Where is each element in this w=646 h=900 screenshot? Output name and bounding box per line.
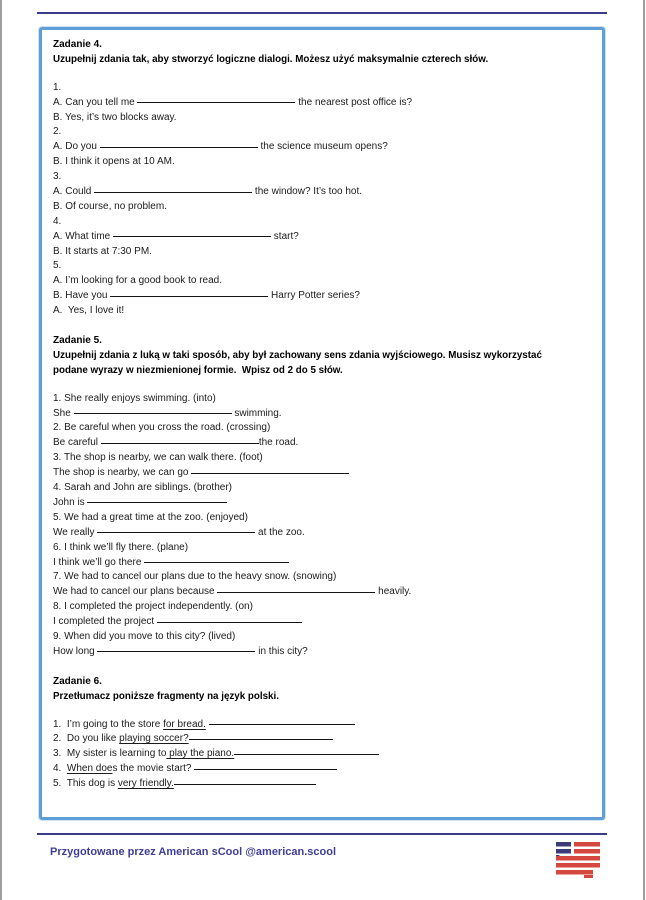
worksheet-line	[53, 777, 594, 792]
worksheet-line	[53, 511, 594, 526]
line-text: s the movie start?	[112, 763, 195, 775]
answer-blank	[87, 501, 227, 503]
line-text: 7. We had to cancel our plans due to the heavy snow. (snowing)	[53, 571, 337, 583]
answer-blank	[191, 472, 349, 474]
line-text: Harry Potter series?	[268, 290, 360, 302]
line-text: 3. The shop is nearby, we can walk there. (foot)	[53, 452, 263, 464]
worksheet-line	[53, 645, 594, 660]
worksheet-line	[53, 155, 594, 170]
line-text: the window? It’s too hot.	[252, 186, 363, 198]
page-edge-right	[643, 0, 645, 900]
line-text: The shop is nearby, we can go	[53, 467, 192, 479]
worksheet-line	[53, 421, 594, 436]
worksheet-line	[53, 747, 594, 762]
line-text: John is	[53, 496, 88, 508]
line-text: 1. I’m going to the store	[53, 718, 164, 730]
footer-divider-rule	[37, 833, 607, 835]
worksheet-line	[53, 407, 594, 422]
answer-blank	[113, 235, 271, 237]
us-flag-icon	[556, 842, 600, 879]
line-text: How long	[53, 645, 98, 657]
worksheet-line	[53, 96, 594, 111]
line-text: 2. Be careful when you cross the road. (crossing)	[53, 422, 271, 434]
task-title: Zadanie 4.	[53, 39, 102, 50]
task-section-6	[53, 675, 594, 792]
worksheet-line	[53, 215, 594, 230]
worksheet-line	[53, 585, 594, 600]
answer-blank	[101, 442, 259, 444]
answer-blank	[189, 738, 333, 740]
task-instructions: Uzupełnij zdania tak, aby stworzyć logiczne dialogi. Możesz użyć maksymalnie czterech słów.	[53, 53, 489, 65]
line-text: B. It starts at 7:30 PM.	[53, 245, 152, 257]
worksheet-line	[53, 541, 594, 556]
worksheet-line	[53, 436, 594, 451]
line-text: We had to cancel our plans because	[53, 586, 218, 598]
line-text: Be careful	[53, 437, 101, 449]
task-lines	[53, 81, 594, 319]
answer-blank	[100, 146, 258, 148]
worksheet-line	[53, 304, 594, 319]
line-text: A. Do you	[53, 141, 100, 153]
worksheet-line	[53, 615, 594, 630]
line-text: 3. My sister is learning to	[53, 748, 167, 760]
underlined-phrase: When doe	[66, 763, 113, 775]
worksheet-line	[53, 185, 594, 200]
worksheet-line	[53, 170, 594, 185]
line-text: We really	[53, 526, 98, 538]
line-text: 5. This dog is	[53, 778, 118, 790]
line-text: 2. Do you like	[53, 733, 120, 745]
underlined-phrase: for bread.	[163, 718, 206, 730]
line-text: She	[53, 407, 74, 419]
line-text: at the zoo.	[255, 526, 305, 538]
line-text: 4.	[53, 215, 62, 227]
line-text: 1.	[53, 81, 62, 93]
worksheet-line	[53, 630, 594, 645]
worksheet-line	[53, 718, 594, 733]
worksheet-line	[53, 125, 594, 140]
task-section-4	[53, 38, 594, 319]
worksheet-line	[53, 259, 594, 274]
worksheet-line	[53, 526, 594, 541]
worksheet-line	[53, 570, 594, 585]
line-text: I completed the project	[53, 616, 157, 628]
line-text: 5.	[53, 260, 62, 272]
worksheet-line	[53, 200, 594, 215]
top-divider-rule	[37, 12, 607, 14]
line-text: A. Can you tell me	[53, 96, 138, 108]
worksheet-line	[53, 274, 594, 289]
line-text: B. I think it opens at 10 AM.	[53, 156, 175, 168]
line-text: the road.	[258, 437, 299, 449]
line-text: in this city?	[255, 645, 308, 657]
task-section-5	[53, 334, 594, 660]
line-text: A. Yes, I love it!	[53, 305, 125, 317]
line-text: 5. We had a great time at the zoo. (enjoyed)	[53, 511, 248, 523]
line-text: start?	[271, 230, 299, 242]
line-text: swimming.	[231, 407, 282, 419]
answer-blank	[174, 783, 316, 785]
footer-credit: Przygotowane przez American sCool @american.scool	[50, 846, 337, 858]
underlined-phrase: very friendly.	[117, 778, 174, 790]
answer-blank	[97, 650, 255, 652]
line-text: 9. When did you move to this city? (lived)	[53, 630, 236, 642]
worksheet-line	[53, 111, 594, 126]
answer-blank	[217, 591, 375, 593]
line-text: the science museum opens?	[257, 141, 388, 153]
worksheet-line	[53, 392, 594, 407]
line-text: A. I’m looking for a good book to read.	[53, 275, 222, 287]
answer-blank	[209, 723, 355, 725]
task-lines	[53, 392, 594, 660]
worksheet-line	[53, 81, 594, 96]
line-text: A. What time	[53, 230, 114, 242]
task-instructions: podane wyrazy w niezmienionej formie. Wpisz od 2 do 5 słów.	[53, 364, 343, 376]
line-text: 4.	[53, 763, 67, 775]
task-title: Zadanie 5.	[53, 335, 102, 347]
answer-blank	[157, 621, 302, 623]
worksheet-tasks	[39, 27, 605, 820]
line-text: B. Have you	[53, 290, 111, 302]
task-lines	[53, 718, 594, 792]
line-text: B. Of course, no problem.	[53, 200, 167, 212]
answer-blank	[194, 768, 337, 770]
task-instructions: Uzupełnij zdania z luką w taki sposób, aby był zachowany sens zdania wyjściowego. Musisz wykorzystać	[53, 349, 542, 361]
worksheet-line	[53, 762, 594, 777]
answer-blank	[97, 531, 255, 533]
worksheet-line	[53, 230, 594, 245]
line-text: heavily.	[375, 586, 412, 598]
worksheet-line	[53, 732, 594, 747]
worksheet-line	[53, 556, 594, 571]
worksheet-line	[53, 289, 594, 304]
underlined-phrase: play the piano.	[166, 748, 235, 760]
task-title: Zadanie 6.	[53, 675, 102, 687]
underlined-phrase: playing soccer?	[119, 733, 189, 745]
task-instructions: Przetłumacz poniższe fragmenty na język polski.	[53, 690, 279, 702]
answer-blank	[137, 101, 295, 103]
worksheet-line	[53, 466, 594, 481]
worksheet-line	[53, 600, 594, 615]
worksheet-line	[53, 481, 594, 496]
line-text: 6. I think we’ll fly there. (plane)	[53, 541, 189, 553]
page-edge-left	[0, 0, 2, 900]
line-text: A. Could	[53, 186, 95, 198]
line-text: 3.	[53, 171, 62, 183]
line-text: I think we’ll go there	[53, 556, 145, 568]
answer-blank	[234, 753, 379, 755]
worksheet-line	[53, 451, 594, 466]
answer-blank	[110, 295, 268, 297]
worksheet-line	[53, 245, 594, 260]
answer-blank	[74, 412, 232, 414]
worksheet-line	[53, 140, 594, 155]
line-text: B. Yes, it’s two blocks away.	[53, 111, 177, 123]
worksheet-line	[53, 496, 594, 511]
answer-blank	[144, 561, 289, 563]
answer-blank	[94, 191, 252, 193]
line-text: 4. Sarah and John are siblings. (brother)	[53, 482, 232, 494]
line-text: the nearest post office is?	[295, 96, 413, 108]
line-text: 1. She really enjoys swimming. (into)	[53, 392, 216, 404]
line-text: 2.	[53, 126, 62, 138]
line-text: 8. I completed the project independently. (on)	[53, 601, 253, 613]
